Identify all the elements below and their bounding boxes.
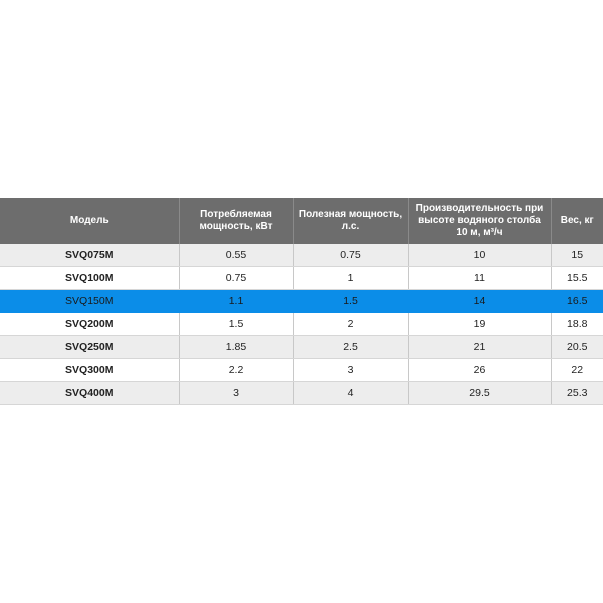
cell-capacity: 14 [408, 290, 551, 313]
cell-weight: 18.8 [551, 313, 603, 336]
cell-model: SVQ300M [0, 359, 179, 382]
cell-weight: 15.5 [551, 267, 603, 290]
cell-power-consumption: 1.5 [179, 313, 293, 336]
cell-model: SVQ200M [0, 313, 179, 336]
table-row[interactable] [0, 313, 603, 336]
table-row[interactable] [0, 244, 603, 267]
table-header [0, 198, 603, 244]
cell-useful-power: 1.5 [293, 290, 408, 313]
cell-weight: 25.3 [551, 382, 603, 405]
cell-power-consumption: 1.1 [179, 290, 293, 313]
table-row[interactable] [0, 359, 603, 382]
cell-useful-power: 2 [293, 313, 408, 336]
cell-weight: 15 [551, 244, 603, 267]
cell-capacity: 29.5 [408, 382, 551, 405]
header-weight: Вес, кг [551, 198, 603, 244]
cell-useful-power: 0.75 [293, 244, 408, 267]
cell-power-consumption: 3 [179, 382, 293, 405]
cell-capacity: 19 [408, 313, 551, 336]
cell-capacity: 26 [408, 359, 551, 382]
cell-weight: 16.5 [551, 290, 603, 313]
cell-capacity: 10 [408, 244, 551, 267]
cell-capacity: 11 [408, 267, 551, 290]
cell-model: SVQ100M [0, 267, 179, 290]
cell-capacity: 21 [408, 336, 551, 359]
cell-model: SVQ400M [0, 382, 179, 405]
header-model: Модель [0, 198, 179, 244]
cell-power-consumption: 1.85 [179, 336, 293, 359]
table-row[interactable] [0, 336, 603, 359]
cell-power-consumption: 2.2 [179, 359, 293, 382]
cell-useful-power: 2.5 [293, 336, 408, 359]
cell-power-consumption: 0.75 [179, 267, 293, 290]
table-body [0, 244, 603, 405]
cell-weight: 22 [551, 359, 603, 382]
cell-weight: 20.5 [551, 336, 603, 359]
cell-useful-power: 1 [293, 267, 408, 290]
cell-model: SVQ075M [0, 244, 179, 267]
cell-useful-power: 3 [293, 359, 408, 382]
header-row [0, 198, 603, 244]
cell-model: SVQ150M [0, 290, 179, 313]
table-row[interactable] [0, 382, 603, 405]
table-row[interactable] [0, 267, 603, 290]
header-capacity: Производительность при высоте водяного столба 10 м, м³/ч [408, 198, 551, 244]
cell-useful-power: 4 [293, 382, 408, 405]
cell-model: SVQ250M [0, 336, 179, 359]
table-row-selected[interactable] [0, 290, 603, 313]
header-power-consumption: Потребляемая мощность, кВт [179, 198, 293, 244]
specs-table [0, 198, 603, 405]
header-useful-power: Полезная мощность, л.с. [293, 198, 408, 244]
cell-power-consumption: 0.55 [179, 244, 293, 267]
